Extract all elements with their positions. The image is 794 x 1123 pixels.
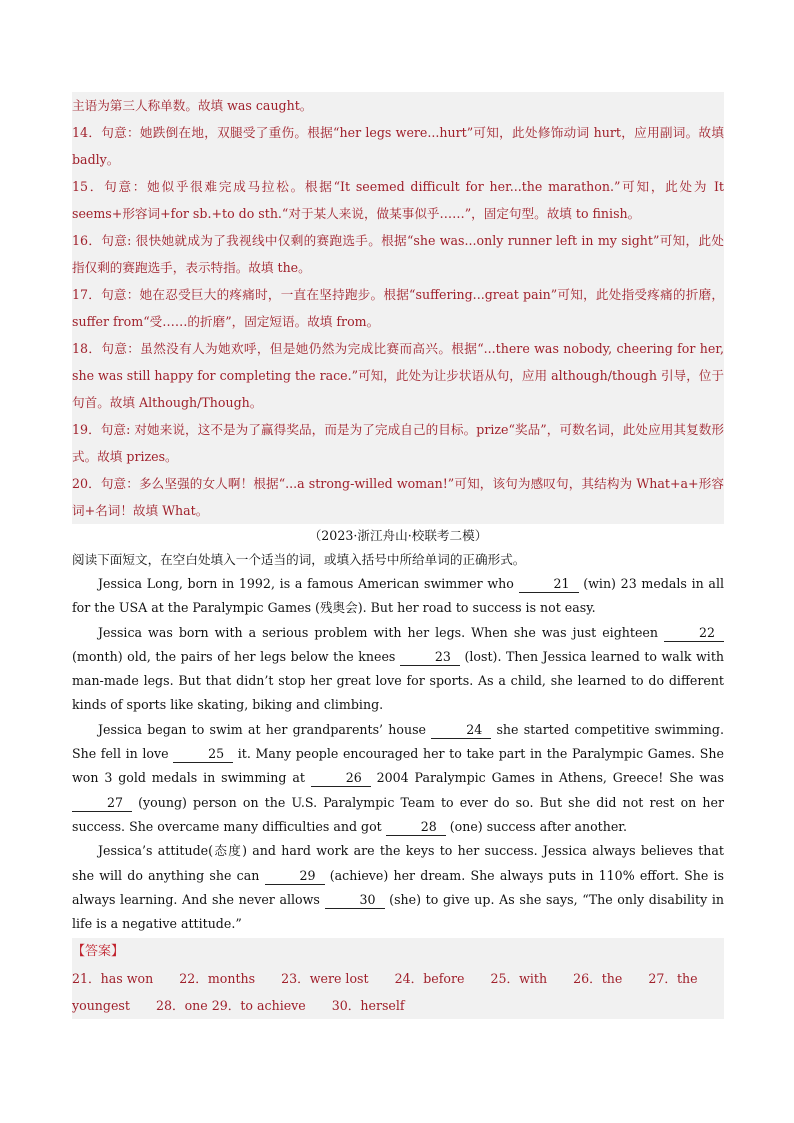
answer-key-title: 【答案】 [72,944,125,960]
blank-23: 23 [400,649,460,666]
text-run: Jessica began to swim at her grandparents’ house [98,721,432,737]
answer-19: 19．句意: 对她来说，这不是为了赢得奖品，而是为了完成自己的目标。prize“奖品”，可数名词，此处应用其复数形式。故填 prizes。 [72,422,724,464]
blank-25: 25 [173,746,233,763]
answer-18: 18．句意：虽然没有人为她欢呼，但是她仍然为完成比赛而高兴。根据“...there was nobody, cheering for her, she was still happy for completing the race.”可知，此处为让步状语从句，应用 although/though 引导，位于句首。故填 Although/Though。 [72,341,724,410]
key-24: 24．before [394,971,465,987]
key-27: 27．the [648,971,698,987]
text-run: Jessica was born with a serious problem with her legs. When she was just eighteen [98,624,664,640]
question-source: （2023·浙江舟山·校联考二模） [308,528,488,543]
text-run: (one) success after another. [445,818,627,834]
blank-28: 28 [386,819,446,836]
text-run: (young) person on the U.S. Paralympic Team to ever do so. But she did not rest on her success. She overcame many difficulties and got [72,794,724,834]
text-run: it. Many people encouraged her to take part in the Paralympic Games. She won 3 gold medals in swimming at [72,746,724,786]
answer-key-row-1 [72,965,724,992]
blank-27: 27 [72,795,132,812]
answer-15: 15．句意：她似乎很难完成马拉松。根据“It seemed difficult for her...the marathon.”可知，此处为 It seems+形容词+for sb.+to do sth.“对于某人来说，做某事似乎……”，固定句型。故填 to finish。 [72,179,724,221]
text-run: Jessica Long, born in 1992, is a famous American swimmer who [98,576,519,591]
answer-16: 16．句意: 很快她就成为了我视线中仅剩的赛跑选手。根据“she was...only runner left in my sight”可知，此处指仅剩的赛跑选手，表示特指。故填 the。 [72,233,724,275]
answer-key-row-2 [72,992,724,1019]
blank-21: 21 [519,576,579,593]
text-run: (lost). Then Jessica learned to walk with man-made legs. But that didn’t stop her great love for sports. As a child, she learned to do different kinds of sports like skating, biking and climbing. [72,648,725,713]
text-run: (month) old, the pairs of her legs below the knees [72,648,400,664]
instruction: 阅读下面短文，在空白处填入一个适当的词，或填入括号中所给单词的正确形式。 [72,552,526,567]
text-run: Jessica’s attitude(态度) and hard work are the keys to her success. Jessica always believes that she will do anything she can [72,843,724,883]
answer-17: 17．句意：她在忍受巨大的疼痛时，一直在坚持跑步。根据“suffering...great pain”可知，此处指受疼痛的折磨，suffer from“受……的折磨”，固定短语。故填 from。 [72,287,724,329]
text-run: she started competitive swimming. She fell in love [72,721,724,762]
key-22: 22．months [179,971,256,987]
passage-paragraph-2 [72,621,724,718]
answer-key [72,938,724,1019]
answer-14: 14．句意：她跌倒在地，双腿受了重伤。根据“her legs were...hurt”可知，此处修饰动词 hurt，应用副词。故填 badly。 [72,125,724,167]
text-run: (win) 23 medals in all for the USA at the Paralympic Games (残奥会). But her road to success is not easy. [72,576,724,616]
key-28-29: 28．one 29．to achieve [155,998,306,1014]
key-21: 21．has won [72,971,154,987]
answer-20: 20．句意：多么坚强的女人啊！根据“...a strong-willed woman!”可知，该句为感叹句，其结构为 What+a+形容词+名词！故填 What。 [72,476,724,518]
answer-13-tail: 主语为第三人称单数。故填 was caught。 [72,98,313,113]
document-page [72,92,724,1019]
text-run: 2004 Paralympic Games in Athens, Greece! She was [370,770,724,786]
key-27-cont: youngest [72,998,130,1014]
key-25: 25．with [490,971,548,987]
key-26: 26．the [573,971,623,987]
blank-22: 22 [664,625,724,642]
passage-paragraph-3 [72,718,724,839]
passage [72,572,724,936]
text-run: (she) to give up. As she says, “The only disability in life is a negative attitude.” [72,891,724,932]
passage-paragraph-4 [72,839,724,936]
blank-30: 30 [325,892,385,909]
key-23: 23．were lost [281,971,369,987]
blank-26: 26 [311,770,371,787]
blank-29: 29 [265,868,325,885]
text-run: (achieve) her dream. She always puts in 110% effort. She is always learning. And she never allows [72,867,724,907]
key-30: 30．herself [331,998,405,1014]
passage-paragraph-1 [72,572,724,621]
blank-24: 24 [431,722,491,739]
answer-explanations [72,92,724,524]
